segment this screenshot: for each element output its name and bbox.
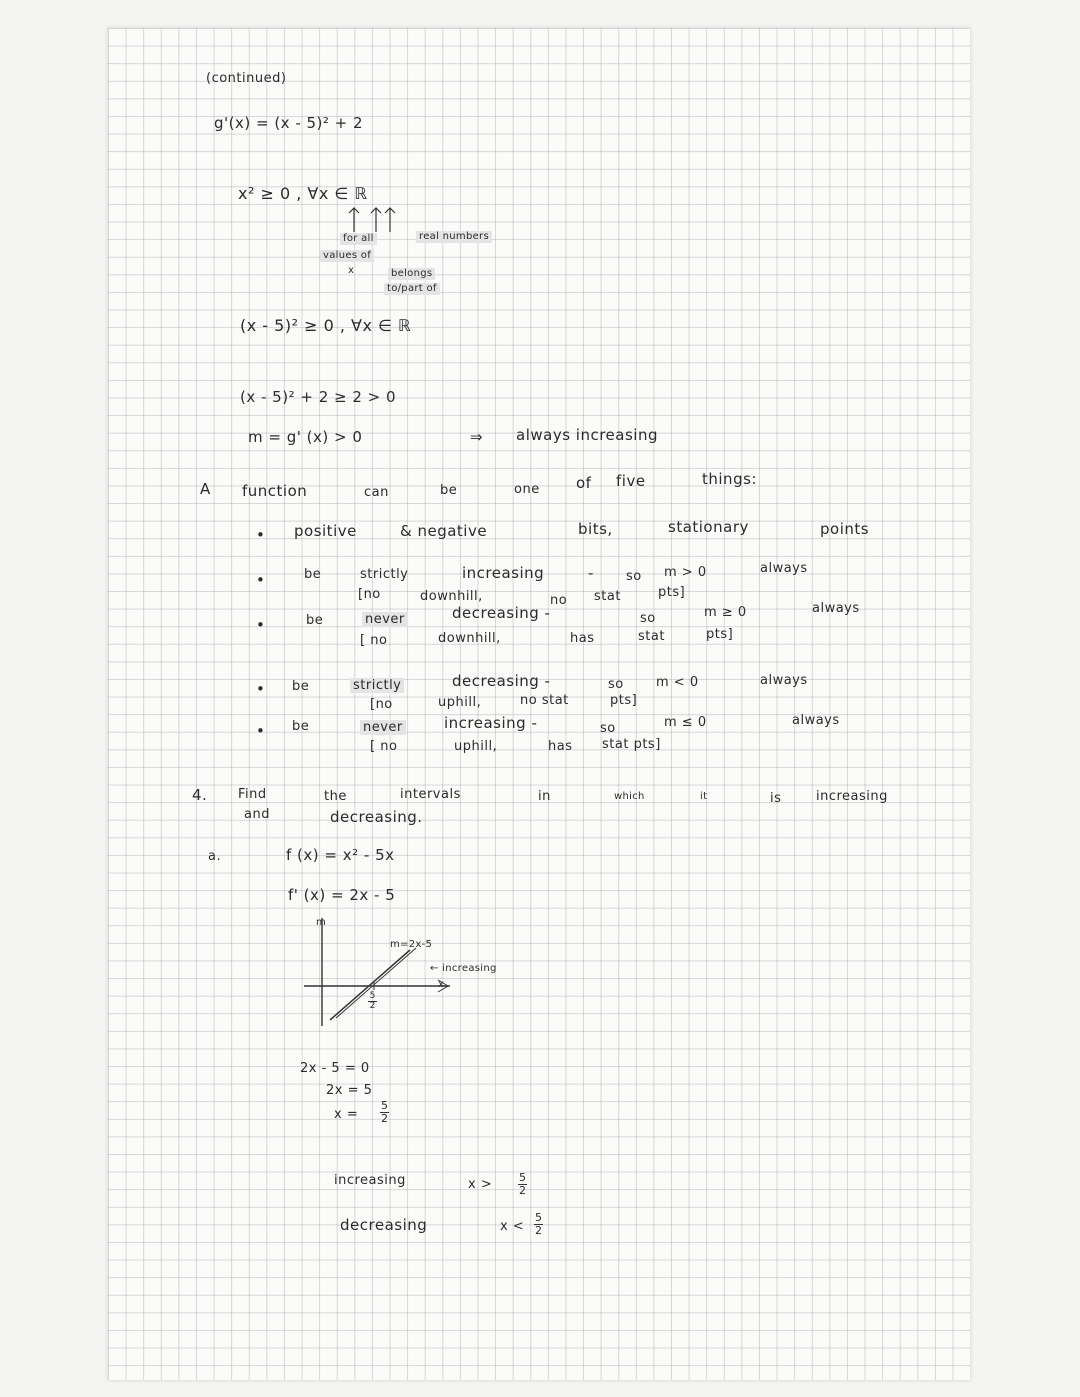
b5-line2-b: uphill, <box>454 739 498 754</box>
b5-always: always <box>792 713 840 728</box>
b1-negative: & negative <box>400 522 488 540</box>
f-equation: f (x) = x² - 5x <box>286 846 395 864</box>
b2-line2-e: pts] <box>658 585 686 600</box>
values-of-note: values of <box>320 250 374 262</box>
b5-so: so <box>600 721 616 736</box>
b3-so: so <box>640 611 656 626</box>
b5-line2-d: stat pts] <box>602 737 661 752</box>
b4-be: be <box>292 679 310 694</box>
intro-word-2: can <box>364 485 389 500</box>
b2-line2-d: stat <box>594 589 621 604</box>
q4-word-intervals: intervals <box>400 787 461 802</box>
b4-strictly: strictly <box>350 678 404 693</box>
question-number: 4. <box>192 786 208 804</box>
b3-condition: m ≥ 0 <box>704 605 747 620</box>
result-decreasing: decreasing <box>340 1216 428 1234</box>
intro-word-5: of <box>576 474 592 492</box>
q4-word-it: it <box>700 791 708 802</box>
b2-dash: - <box>588 564 594 582</box>
notebook-page <box>108 28 970 1380</box>
b5-be: be <box>292 719 310 734</box>
b4-condition: m < 0 <box>656 675 699 690</box>
f-prime-equation: f' (x) = 2x - 5 <box>288 886 396 904</box>
continued-label: (continued) <box>206 71 287 86</box>
gradient-sketch-graph <box>300 908 550 1028</box>
b5-increasing: increasing - <box>444 714 538 732</box>
b3-line2-e: pts] <box>706 627 734 642</box>
b3-line2-a: [ no <box>360 633 388 648</box>
b3-line2-d: stat <box>638 629 665 644</box>
q4-word-and: and <box>244 807 270 822</box>
b4-line2-c: no stat <box>520 693 569 708</box>
graph-x-axis-label: x <box>438 979 445 990</box>
solve-fraction: 5 2 <box>381 1099 388 1125</box>
always-increasing-conclusion: always increasing <box>516 426 658 444</box>
b5-line2-c: has <box>548 739 573 754</box>
implies-symbol: ⇒ <box>470 428 484 446</box>
intro-word-4: one <box>514 482 540 497</box>
step-2: (x - 5)² + 2 ≥ 2 > 0 <box>240 388 397 406</box>
b3-never: never <box>362 612 408 627</box>
b2-be: be <box>304 567 322 582</box>
intro-word-1: function <box>242 482 308 500</box>
q4-word-increasing: increasing <box>816 789 888 804</box>
q4-word-find: Find <box>238 787 267 802</box>
b2-so: so <box>626 569 642 584</box>
g-prime-equation: g'(x) = (x - 5)² + 2 <box>214 114 364 132</box>
result-decreasing-fraction: 5 2 <box>535 1211 542 1237</box>
b2-condition: m > 0 <box>664 565 707 580</box>
intro-word-7: things: <box>702 470 757 488</box>
b4-line2-d: pts] <box>610 693 638 708</box>
step-3: m = g' (x) > 0 <box>248 428 363 446</box>
bullet-4: • <box>256 680 266 698</box>
b3-decreasing: decreasing - <box>452 604 551 622</box>
q4-word-in: in <box>538 789 551 804</box>
b1-points: points <box>820 520 870 538</box>
intro-word-6: five <box>616 472 646 490</box>
b4-so: so <box>608 677 624 692</box>
step-1: (x - 5)² ≥ 0 , ∀x ∈ ℝ <box>240 316 412 335</box>
b2-increasing: increasing <box>462 564 545 582</box>
result-increasing-fraction: 5 2 <box>519 1171 526 1197</box>
graph-m-axis-label: m <box>316 917 327 928</box>
q4-word-decreasing: decreasing. <box>330 808 423 826</box>
b1-positive: positive <box>294 522 357 540</box>
b2-strictly: strictly <box>360 567 409 582</box>
intro-word-3: be <box>440 483 458 498</box>
b2-line2-a: [no <box>358 587 381 602</box>
graph-root-fraction: 5 2 <box>369 991 376 1012</box>
result-increasing: increasing <box>334 1173 406 1188</box>
b2-always: always <box>760 561 808 576</box>
b4-line2-b: uphill, <box>438 695 482 710</box>
belongs-note: belongs <box>388 268 435 280</box>
bullet-5: • <box>256 722 266 740</box>
part-of-note: to/part of <box>384 283 440 295</box>
b3-be: be <box>306 613 324 628</box>
solve-line-1: 2x - 5 = 0 <box>300 1061 370 1076</box>
b2-line2-c: no <box>550 593 568 608</box>
bullet-3: • <box>256 616 266 634</box>
b2-line2-b: downhill, <box>420 589 483 604</box>
b1-bits: bits, <box>578 520 613 538</box>
b5-condition: m ≤ 0 <box>664 715 707 730</box>
q4-word-the: the <box>324 789 347 804</box>
b4-line2-a: [no <box>370 697 393 712</box>
q4-word-is: is <box>770 791 782 806</box>
real-numbers-note: real numbers <box>416 231 492 243</box>
b4-decreasing: decreasing - <box>452 672 551 690</box>
b5-line2-a: [ no <box>370 739 398 754</box>
b3-line2-c: has <box>570 631 595 646</box>
b5-never: never <box>360 720 406 735</box>
for-all-note: for all <box>340 233 377 245</box>
b3-line2-b: downhill, <box>438 631 501 646</box>
b3-always: always <box>812 601 860 616</box>
part-label: a. <box>208 849 222 864</box>
q4-word-which: which <box>614 791 645 802</box>
graph-line-label: m=2x-5 <box>390 939 433 950</box>
x-note: x <box>348 265 355 276</box>
graph-increasing-label: ← increasing <box>430 963 497 974</box>
bullet-2: • <box>256 571 266 589</box>
section-a-label: A <box>200 480 211 498</box>
notation-arrows <box>338 204 398 234</box>
result-increasing-condition: x > <box>468 1177 493 1192</box>
solve-line-2: 2x = 5 <box>326 1083 373 1098</box>
result-decreasing-condition: x < <box>500 1219 525 1234</box>
solve-line-3: x = <box>334 1107 359 1122</box>
bullet-1: • <box>256 526 266 544</box>
notation-statement: x² ≥ 0 , ∀x ∈ ℝ <box>238 184 368 203</box>
b4-always: always <box>760 673 808 688</box>
b1-stationary: stationary <box>668 518 749 536</box>
